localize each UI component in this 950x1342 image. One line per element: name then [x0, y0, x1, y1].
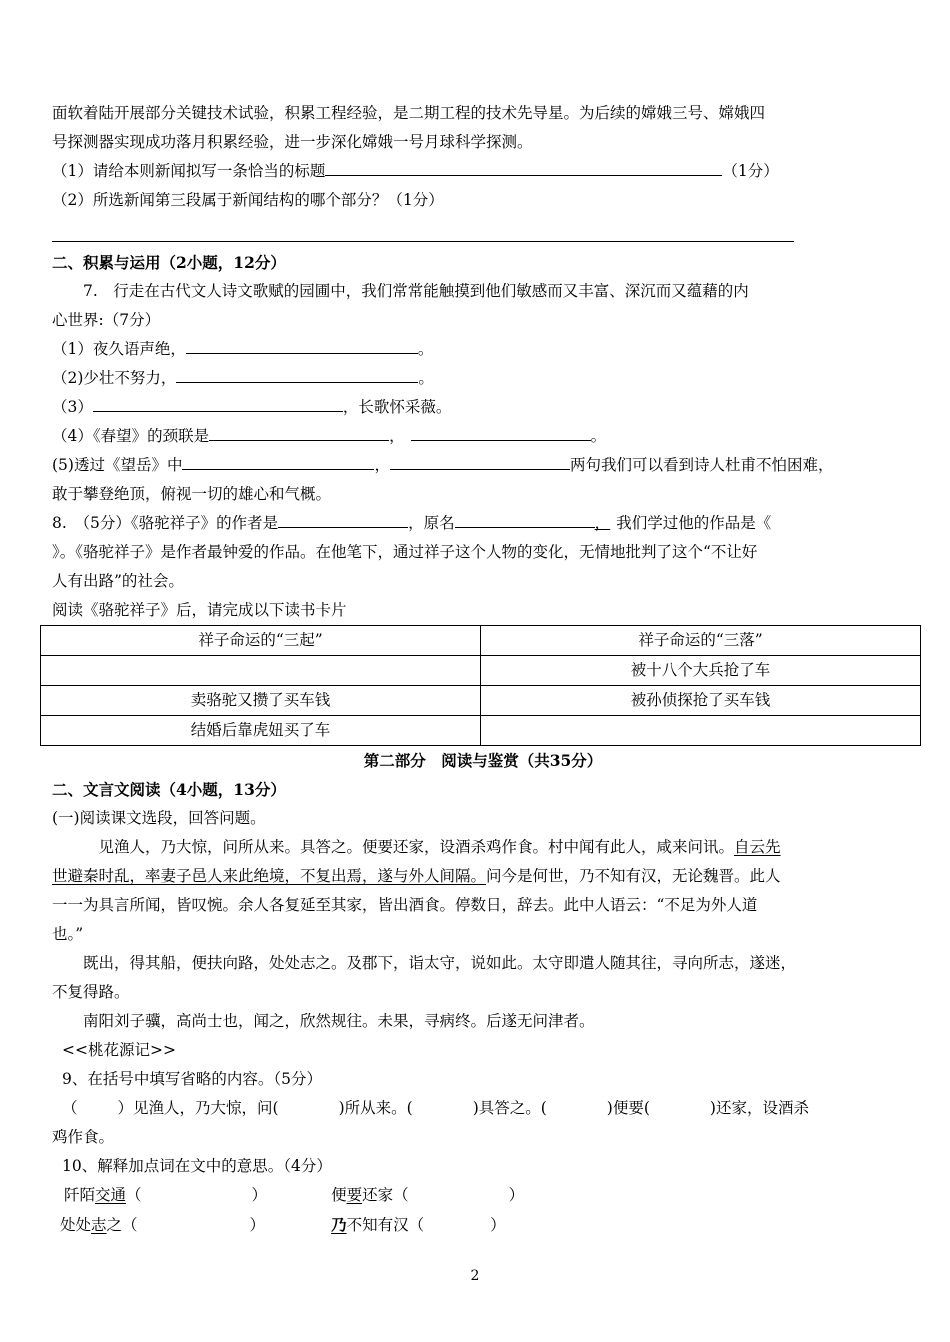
- table-row: [41, 656, 921, 686]
- table-row: [41, 716, 921, 746]
- table-cell: 被孙侦探抢了买车钱: [481, 686, 921, 716]
- q9-text: )所从来。(: [338, 1099, 413, 1117]
- word-text: 还家（: [362, 1186, 409, 1204]
- table-header: 祥子命运的“三落”: [481, 626, 921, 656]
- table-cell: 卖骆驼又攒了买车钱: [41, 686, 481, 716]
- table-header-row: [41, 626, 921, 656]
- answer-blank[interactable]: [93, 394, 343, 412]
- q8-text: 8. （5分）《骆驼祥子》的作者是: [52, 514, 279, 532]
- passage-line: 一一为具言所闻，皆叹惋。余人各复延至其家，皆出酒食。停数日，辞去。此中人语云：“不足为外人道: [52, 896, 758, 914]
- word-text: 阡陌: [64, 1186, 96, 1204]
- q9-text: （: [62, 1099, 78, 1117]
- question-8-line: 人有出路”的社会。: [52, 572, 184, 590]
- poem-text: 。: [418, 369, 434, 387]
- poem-text: ，长歌怀采薇。: [342, 398, 452, 416]
- table-cell[interactable]: [481, 716, 921, 746]
- answer-blank[interactable]: [390, 452, 570, 470]
- page-content: [52, 99, 914, 1240]
- passage-line: 既出，得其船，便扶向路，处处志之。及郡下，诣太守，说如此。太守即遣人随其往，寻向所志，遂迷，: [83, 954, 797, 972]
- poem-text: 。: [417, 340, 434, 358]
- poem-item-5-cont: 敢于攀登绝顶，俯视一切的雄心和气概。: [52, 485, 332, 503]
- subsection-heading: (一)阅读课文选段，回答问题。: [52, 809, 266, 827]
- question-10-row: [52, 1181, 914, 1210]
- q9-text: ）见渔人，乃大惊，问(: [117, 1099, 279, 1117]
- poem-text: （4）《春望》的颈联是: [52, 427, 210, 445]
- word-text: ）: [508, 1186, 525, 1204]
- underlined-text: 自云先: [734, 838, 781, 856]
- q8-text: ，: [594, 514, 611, 532]
- poem-text: (5)透过《望岳》中: [52, 456, 183, 474]
- question-9-fill: [52, 1094, 914, 1123]
- q8-text: ，原名: [408, 514, 455, 532]
- passage-line: 南阳刘子骥，高尚士也，闻之，欣然规往。未果，寻病终。后遂无问津者。: [83, 1012, 595, 1030]
- word-text: ）: [490, 1216, 506, 1234]
- answer-blank[interactable]: [411, 423, 591, 441]
- underlined-text: 世避秦时乱，率妻子邑人来此绝境，不复出焉，遂与外人间隔。: [52, 867, 487, 885]
- table-cell: 结婚后靠虎妞买了车: [41, 716, 481, 746]
- q9-text: )还家，设酒杀: [709, 1099, 809, 1117]
- answer-blank[interactable]: [209, 423, 389, 441]
- question-7-line: 心世界:（7分）: [52, 311, 161, 329]
- passage-source: <<桃花源记>>: [62, 1041, 176, 1059]
- answer-blank[interactable]: [182, 452, 374, 470]
- question-7-line: 7. 行走在古代文人诗文歌赋的园圃中，我们常常能触摸到他们敏感而又丰富、深沉而又蕴藉的内: [83, 282, 749, 300]
- poem-item-2: [52, 364, 914, 393]
- poem-item-5: [52, 451, 914, 480]
- passage-line: [52, 862, 914, 891]
- question-1-score: （1分）: [722, 162, 779, 180]
- page-number: 2: [470, 1268, 480, 1284]
- question-9: 9、在括号中填写省略的内容。（5分）: [62, 1070, 322, 1088]
- word-text: ）: [251, 1186, 268, 1204]
- poem-text: （1）夜久语声绝，: [52, 340, 186, 358]
- poem-text: （3）: [52, 398, 93, 416]
- question-10-row: [52, 1210, 914, 1240]
- answer-blank[interactable]: [455, 510, 595, 528]
- reading-card-table: [40, 625, 921, 746]
- poem-item-3: [52, 393, 914, 422]
- question-10: 10、解释加点词在文中的意思。（4分）: [62, 1157, 332, 1175]
- table-row: [41, 686, 921, 716]
- q8-text: 我们学过他的作品是《: [616, 514, 772, 532]
- dotted-word: 交通: [95, 1186, 127, 1204]
- news-text-line: 面软着陆开展部分关键技术试验，积累工程经验，是二期工程的技术先导星。为后续的嫦娥三号、嫦娥四: [52, 104, 766, 122]
- poem-text: 两句我们可以看到诗人杜甫不怕困难，: [569, 456, 834, 474]
- section-heading: 二、积累与运用（2小题，12分）: [52, 253, 286, 272]
- poem-item-4: [52, 422, 914, 451]
- answer-line[interactable]: [52, 215, 794, 242]
- question-1: [52, 157, 914, 186]
- answer-blank[interactable]: [176, 365, 418, 383]
- part-heading: 第二部分 阅读与鉴赏（共35分）: [363, 751, 603, 770]
- question-2: （2）所选新闻第三段属于新闻结构的哪个部分？（1分）: [52, 191, 444, 209]
- reading-card-intro: 阅读《骆驼祥子》后，请完成以下读书卡片: [52, 601, 347, 619]
- poem-item-1: [52, 335, 914, 364]
- q9-text: )便要(: [606, 1099, 650, 1117]
- passage-line: [52, 833, 914, 862]
- poem-text: 。: [590, 427, 607, 445]
- passage-line: 不复得路。: [52, 983, 130, 1001]
- question-9-line: 鸡作食。: [52, 1128, 115, 1146]
- table-header: 祥子命运的“三起”: [41, 626, 481, 656]
- word-text: 不知有汉（: [346, 1216, 425, 1234]
- passage-line: 也。”: [52, 925, 84, 943]
- passage-text: 问今是何世，乃不知有汉，无论魏晋。此人: [486, 867, 781, 885]
- question-1-text: （1）请给本则新闻拟写一条恰当的标题: [52, 162, 326, 180]
- dotted-word: 要: [346, 1186, 363, 1204]
- poem-text: （2)少壮不努力，: [52, 369, 177, 387]
- passage-text: 见渔人，乃大惊，问所从来。具答之。便要还家，设酒杀鸡作食。村中闻有此人，咸来问讯。: [98, 838, 735, 856]
- news-text-line: 号探测器实现成功落月积累经验，进一步深化嫦娥一号月球科学探测。: [52, 133, 533, 151]
- word-text: 便: [331, 1186, 347, 1204]
- question-8-line: 》。《骆驼祥子》是作者最钟爱的作品。在他笔下，通过祥子这个人物的变化，无情地批判了这个“不让好: [52, 543, 758, 561]
- q9-text: )具答之。(: [472, 1099, 547, 1117]
- word-text: 之（: [106, 1216, 138, 1234]
- poem-text: ，: [389, 427, 405, 445]
- section-heading: 二、文言文阅读（4小题，13分）: [52, 780, 286, 799]
- table-cell: 被十八个大兵抢了车: [481, 656, 921, 686]
- question-8: [52, 509, 914, 538]
- answer-blank[interactable]: [186, 336, 418, 354]
- word-text: 处处: [60, 1216, 92, 1234]
- dotted-word: 志: [91, 1216, 107, 1234]
- table-cell[interactable]: [41, 656, 481, 686]
- poem-text: ，: [374, 456, 390, 474]
- answer-blank[interactable]: [325, 158, 722, 176]
- word-text: （: [126, 1186, 142, 1204]
- answer-blank[interactable]: [278, 510, 408, 528]
- dotted-word: 乃: [331, 1215, 347, 1234]
- word-text: ）: [249, 1216, 266, 1234]
